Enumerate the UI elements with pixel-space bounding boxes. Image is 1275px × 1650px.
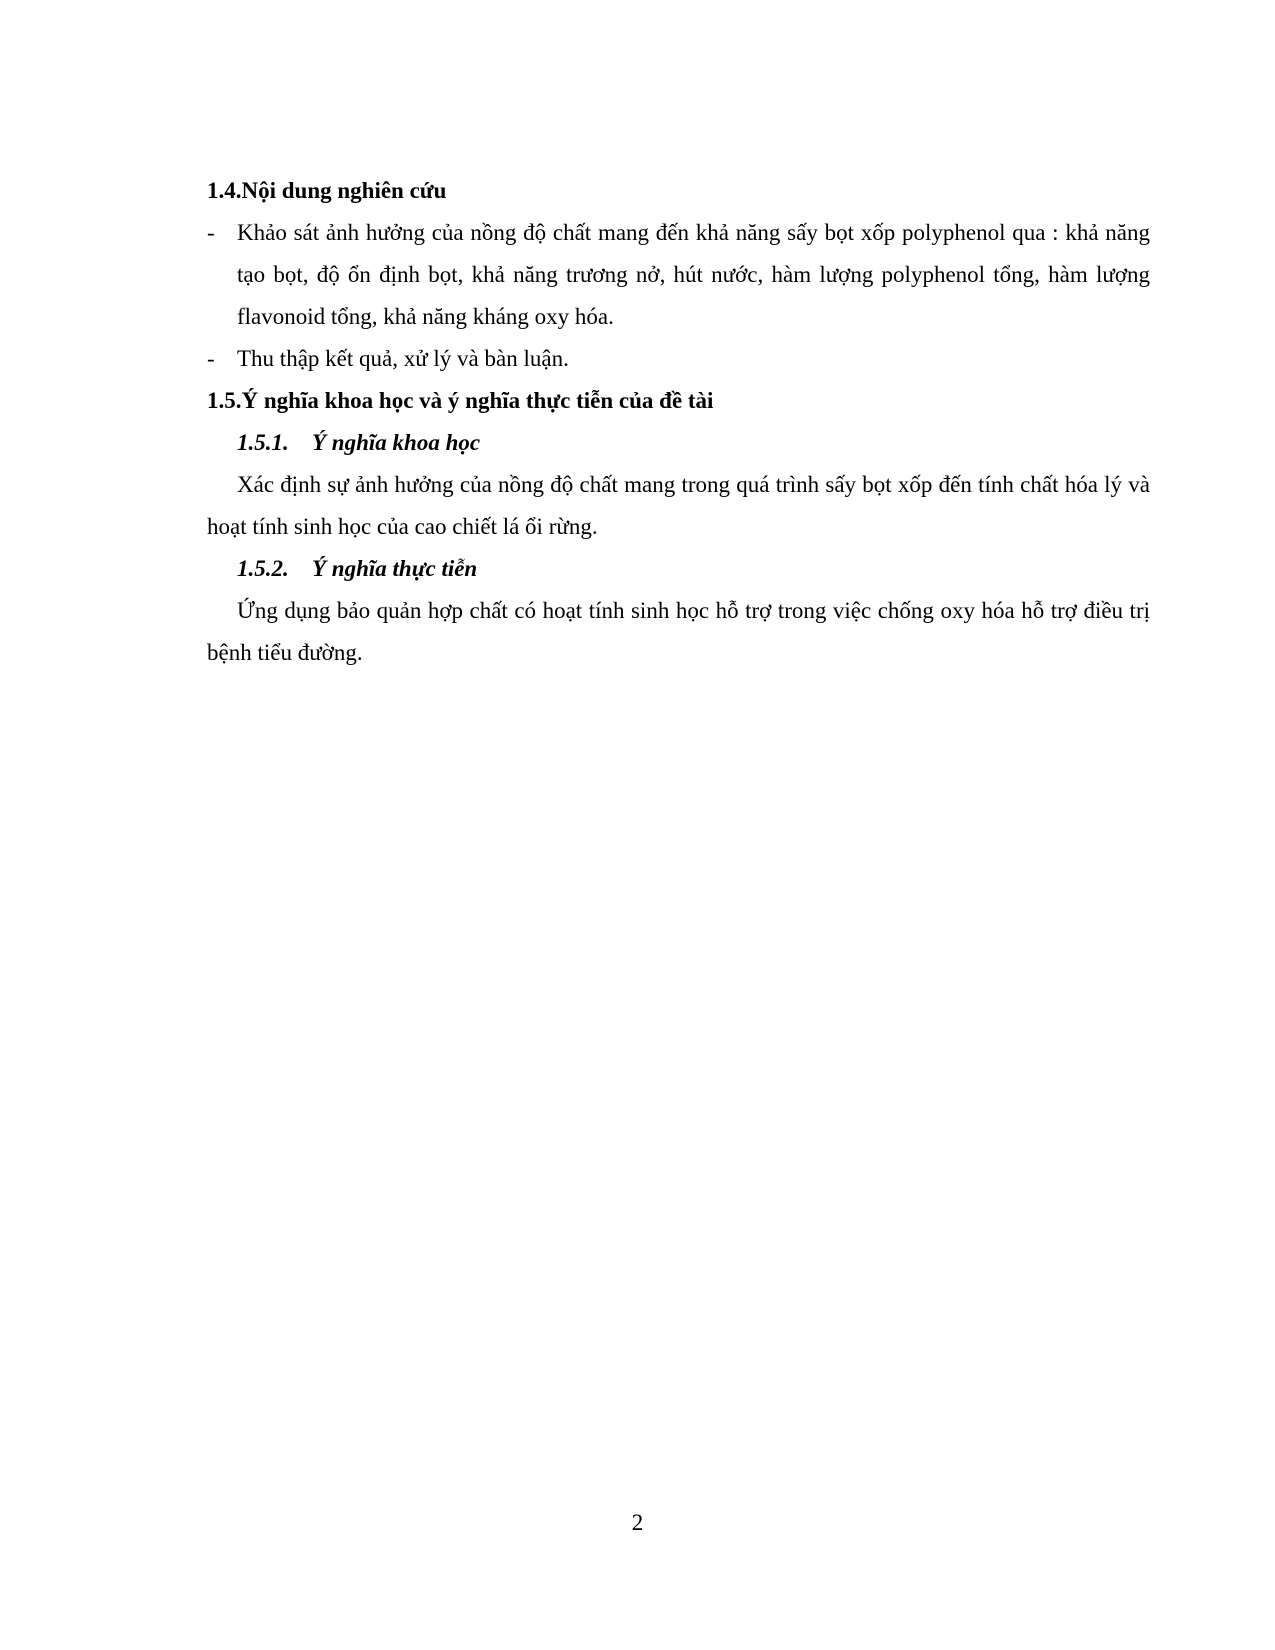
- section-heading-1-5: 1.5.Ý nghĩa khoa học và ý nghĩa thực tiễn của đề tài: [207, 388, 714, 413]
- subsection-number: 1.5.1.: [237, 430, 289, 455]
- bullet-item: [207, 338, 1150, 380]
- subsection-number: 1.5.2.: [237, 556, 289, 581]
- paragraph-scientific-significance: Xác định sự ảnh hưởng của nồng độ chất mang trong quá trình sấy bọt xốp đến tính chất hóa lý và hoạt tính sinh học của cao chiết lá ổi rừng.: [207, 472, 1150, 539]
- subsection-heading-1-5-1: [237, 422, 1150, 464]
- section-heading-1-4: 1.4.Nội dung nghiên cứu: [207, 178, 447, 203]
- page-content: [207, 170, 1150, 674]
- subsection-title: Ý nghĩa khoa học: [312, 430, 481, 455]
- bullet-dash: -: [207, 220, 215, 245]
- subsection-heading-1-5-2: [237, 548, 1150, 590]
- bullet-dash: -: [207, 346, 215, 371]
- page-number: 2: [631, 1510, 644, 1535]
- subsection-title: Ý nghĩa thực tiễn: [312, 556, 478, 581]
- paragraph-practical-significance: Ứng dụng bảo quản hợp chất có hoạt tính sinh học hỗ trợ trong việc chống oxy hóa hỗ trợ điều trị bệnh tiểu đường.: [207, 598, 1150, 665]
- bullet-text: Thu thập kết quả, xử lý và bàn luận.: [237, 346, 569, 371]
- bullet-item: [207, 212, 1150, 338]
- bullet-text: Khảo sát ảnh hưởng của nồng độ chất mang đến khả năng sấy bọt xốp polyphenol qua : khả năng tạo bọt, độ ổn định bọt, khả năng trương nở, hút nước, hàm lượng polyphenol tổng, hàm lượng flavonoid tổng, khả năng kháng oxy hóa.: [237, 220, 1150, 329]
